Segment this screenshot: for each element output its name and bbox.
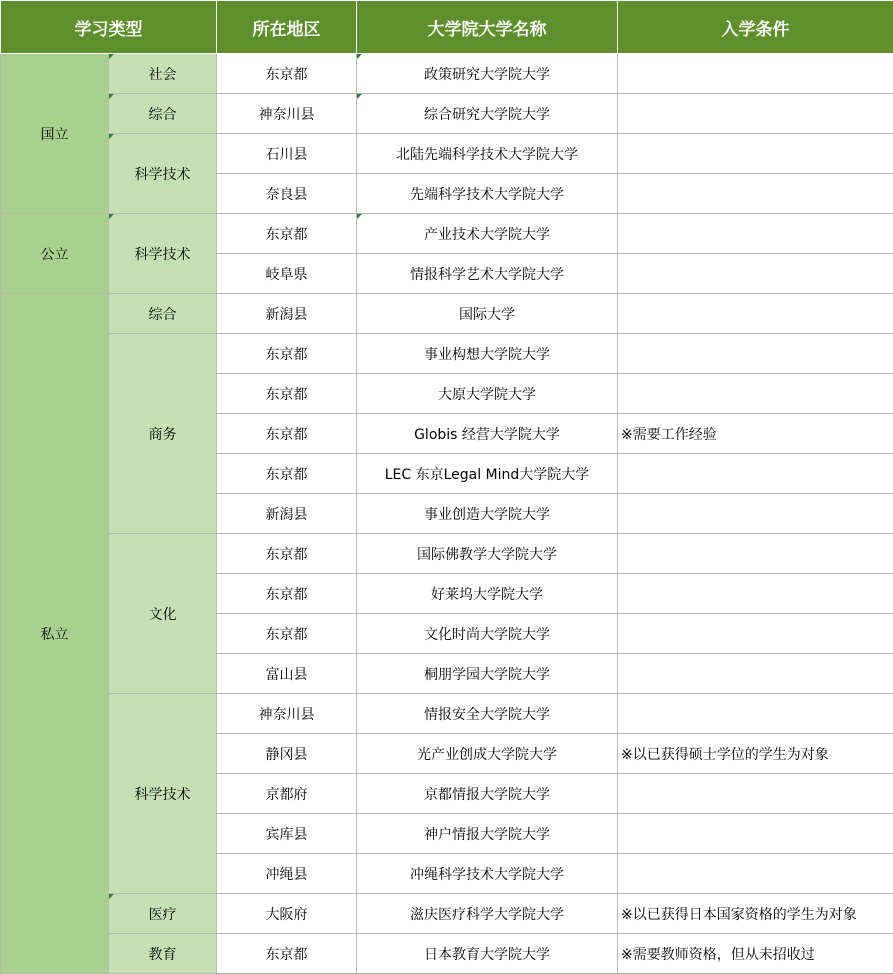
condition-cell — [618, 814, 893, 854]
table-row — [1, 934, 893, 974]
region-cell: 东京都 — [217, 214, 357, 254]
region-cell: 东京都 — [217, 54, 357, 94]
category-cell: 科学技术 — [109, 214, 217, 294]
condition-cell: ※需要工作经验 — [618, 414, 893, 454]
region-cell: 新潟县 — [217, 494, 357, 534]
university-name-cell: 情报安全大学院大学 — [357, 694, 618, 734]
category-cell: 科学技术 — [109, 694, 217, 894]
region-cell: 静冈县 — [217, 734, 357, 774]
type-cell: 私立 — [1, 294, 109, 974]
condition-cell: ※以已获得硕士学位的学生为对象 — [618, 734, 893, 774]
region-cell: 石川县 — [217, 134, 357, 174]
header-study-type: 学习类型 — [1, 1, 217, 54]
university-name-cell: 政策研究大学院大学 — [357, 54, 618, 94]
university-name-cell: 冲绳科学技术大学院大学 — [357, 854, 618, 894]
university-name-cell: 先端科学技术大学院大学 — [357, 174, 618, 214]
region-cell: 宾库县 — [217, 814, 357, 854]
condition-cell — [618, 694, 893, 734]
region-cell: 神奈川县 — [217, 94, 357, 134]
category-cell: 商务 — [109, 334, 217, 534]
condition-cell — [618, 654, 893, 694]
table-row — [1, 894, 893, 934]
region-cell: 新潟县 — [217, 294, 357, 334]
university-name-cell: LEC 东京Legal Mind大学院大学 — [357, 454, 618, 494]
condition-cell — [618, 294, 893, 334]
university-name-cell: 文化时尚大学院大学 — [357, 614, 618, 654]
region-cell: 神奈川县 — [217, 694, 357, 734]
table-row — [1, 694, 893, 734]
condition-cell — [618, 54, 893, 94]
condition-cell — [618, 94, 893, 134]
university-name-cell: 国际佛教学大学院大学 — [357, 534, 618, 574]
region-cell: 东京都 — [217, 614, 357, 654]
table-row — [1, 94, 893, 134]
category-cell: 科学技术 — [109, 134, 217, 214]
university-name-cell: 日本教育大学院大学 — [357, 934, 618, 974]
table-row — [1, 134, 893, 174]
header-admission-condition: 入学条件 — [618, 1, 893, 54]
table-row — [1, 214, 893, 254]
condition-cell — [618, 574, 893, 614]
region-cell: 大阪府 — [217, 894, 357, 934]
condition-cell — [618, 334, 893, 374]
header-row — [1, 1, 893, 54]
type-cell: 公立 — [1, 214, 109, 294]
condition-cell — [618, 254, 893, 294]
condition-cell: ※以已获得日本国家资格的学生为对象 — [618, 894, 893, 934]
region-cell: 岐阜県 — [217, 254, 357, 294]
university-name-cell: Globis 经营大学院大学 — [357, 414, 618, 454]
condition-cell — [618, 374, 893, 414]
region-cell: 东京都 — [217, 574, 357, 614]
category-cell: 社会 — [109, 54, 217, 94]
region-cell: 东京都 — [217, 534, 357, 574]
condition-cell: ※需要教师资格，但从未招收过 — [618, 934, 893, 974]
table-row — [1, 334, 893, 374]
university-name-cell: 神户情报大学院大学 — [357, 814, 618, 854]
table-row — [1, 534, 893, 574]
region-cell: 奈良县 — [217, 174, 357, 214]
university-name-cell: 事业创造大学院大学 — [357, 494, 618, 534]
university-name-cell: 桐朋学园大学院大学 — [357, 654, 618, 694]
university-name-cell: 北陆先端科学技术大学院大学 — [357, 134, 618, 174]
university-name-cell: 滋庆医疗科学大学院大学 — [357, 894, 618, 934]
region-cell: 东京都 — [217, 334, 357, 374]
university-name-cell: 国际大学 — [357, 294, 618, 334]
header-region: 所在地区 — [217, 1, 357, 54]
university-name-cell: 大原大学院大学 — [357, 374, 618, 414]
university-name-cell: 京都情报大学院大学 — [357, 774, 618, 814]
condition-cell — [618, 134, 893, 174]
region-cell: 东京都 — [217, 454, 357, 494]
region-cell: 东京都 — [217, 414, 357, 454]
category-cell: 综合 — [109, 94, 217, 134]
type-cell: 国立 — [1, 54, 109, 214]
condition-cell — [618, 454, 893, 494]
condition-cell — [618, 854, 893, 894]
university-name-cell: 产业技术大学院大学 — [357, 214, 618, 254]
category-cell: 文化 — [109, 534, 217, 694]
region-cell: 东京都 — [217, 374, 357, 414]
category-cell: 综合 — [109, 294, 217, 334]
condition-cell — [618, 614, 893, 654]
university-name-cell: 好莱坞大学院大学 — [357, 574, 618, 614]
category-cell: 医疗 — [109, 894, 217, 934]
university-name-cell: 综合研究大学院大学 — [357, 94, 618, 134]
condition-cell — [618, 214, 893, 254]
table-row — [1, 294, 893, 334]
university-name-cell: 事业构想大学院大学 — [357, 334, 618, 374]
category-cell: 教育 — [109, 934, 217, 974]
region-cell: 冲绳县 — [217, 854, 357, 894]
table-row — [1, 54, 893, 94]
region-cell: 京都府 — [217, 774, 357, 814]
condition-cell — [618, 174, 893, 214]
region-cell: 富山县 — [217, 654, 357, 694]
university-name-cell: 情报科学艺术大学院大学 — [357, 254, 618, 294]
condition-cell — [618, 774, 893, 814]
condition-cell — [618, 494, 893, 534]
university-name-cell: 光产业创成大学院大学 — [357, 734, 618, 774]
condition-cell — [618, 534, 893, 574]
region-cell: 东京都 — [217, 934, 357, 974]
header-university-name: 大学院大学名称 — [357, 1, 618, 54]
